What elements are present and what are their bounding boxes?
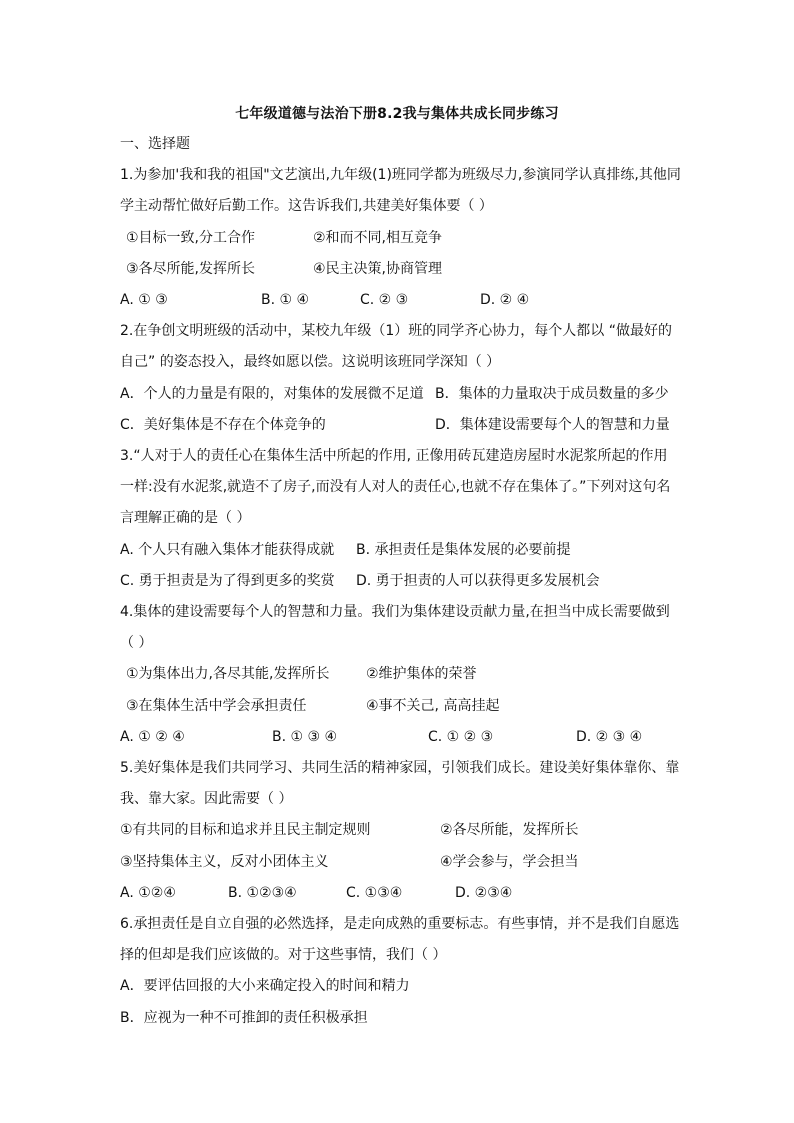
question-4-option-d: D. ② ③ ④ (576, 729, 643, 745)
question-2-option-b: B．集体的力量取决于成员数量的多少 (435, 386, 669, 402)
question-2-line-1: 2.在争创文明班级的活动中，某校九年级（1）班的同学齐心协力，每个人都以 “做最好的 (120, 323, 672, 339)
question-1-statement-1: ①目标一致,分工合作 (126, 230, 256, 246)
question-2-line-2: 自己” 的姿态投入，最终如愿以偿。这说明该班同学深知（ ） (120, 354, 501, 370)
question-4-line-1: 4.集体的建设需要每个人的智慧和力量。我们为集体建设贡献力量,在担当中成长需要做到 (120, 604, 670, 620)
question-6-option-b: B．应视为一种不可推卸的责任积极承担 (120, 1010, 368, 1026)
section-heading: 一、选择题 (120, 136, 190, 152)
question-6-line-2: 择的但却是我们应该做的。对于这些事情，我们（ ） (120, 947, 447, 963)
question-6-option-a: A．要评估回报的大小来确定投入的时间和精力 (120, 978, 410, 994)
question-6-line-1: 6.承担责任是自立自强的必然选择，是走向成熟的重要标志。有些事情，并不是我们自愿选 (120, 916, 680, 932)
question-5-line-2: 我、靠大家。因此需要（ ） (120, 791, 293, 807)
question-3-option-b: B. 承担责任是集体发展的必要前提 (356, 542, 571, 558)
question-1-option-a: A. ① ③ (120, 292, 168, 308)
question-5-line-1: 5.美好集体是我们共同学习、共同生活的精神家园，引领我们成长。建设美好集体靠你、靠 (120, 760, 680, 776)
question-3-line-2: 一样:没有水泥浆,就造不了房子,而没有人对人的责任心,也就不存在集体了。”下列对这句名 (120, 479, 671, 495)
question-1-option-b: B. ① ④ (261, 292, 310, 308)
question-3-line-1: 3.“人对于人的责任心在集体生活中所起的作用, 正像用砖瓦建造房屋时水泥浆所起的作用 (120, 448, 668, 464)
question-4-option-a: A. ① ② ④ (120, 729, 185, 745)
question-3-option-d: D. 勇于担责的人可以获得更多发展机会 (356, 573, 600, 589)
question-1-option-c: C. ② ③ (360, 292, 409, 308)
question-5-option-b: B. ①②③④ (228, 885, 297, 901)
question-3-option-a: A. 个人只有融入集体才能获得成就 (120, 542, 335, 558)
question-4-statement-1: ①为集体出力,各尽其能,发挥所长 (126, 666, 330, 682)
question-1-line-2: 学主动帮忙做好后勤工作。这告诉我们,共建美好集体要（ ） (120, 198, 493, 214)
question-3-line-3: 言理解正确的是（ ） (120, 510, 251, 526)
question-4-statement-3: ③在集体生活中学会承担责任 (126, 698, 307, 714)
question-5-statement-2: ②各尽所能，发挥所长 (440, 822, 579, 838)
question-4-statement-2: ②维护集体的荣誉 (366, 666, 477, 682)
question-5-option-a: A. ①②④ (120, 885, 176, 901)
question-2-option-a: A．个人的力量是有限的，对集体的发展微不足道 (120, 386, 424, 402)
question-1-statement-2: ②和而不同,相互竞争 (313, 230, 443, 246)
question-5-statement-1: ①有共同的目标和追求并且民主制定规则 (120, 822, 371, 838)
question-1-statement-3: ③各尽所能,发挥所长 (126, 261, 256, 277)
question-5-statement-3: ③坚持集体主义，反对小团体主义 (120, 854, 329, 870)
question-4-line-2: （ ） (120, 635, 153, 651)
question-4-option-b: B. ① ③ ④ (272, 729, 338, 745)
question-1-line-1: 1.为参加'我和我的祖国"文艺演出,九年级(1)班同学都为班级尽力,参演同学认真排练,其他同 (120, 167, 681, 183)
question-2-option-c: C．美好集体是不存在个体竞争的 (120, 417, 326, 433)
question-5-statement-4: ④学会参与，学会担当 (440, 854, 579, 870)
question-4-option-c: C. ① ② ③ (428, 729, 494, 745)
document-title: 七年级道德与法治下册8.2我与集体共成长同步练习 (235, 106, 559, 122)
question-3-option-c: C. 勇于担责是为了得到更多的奖赏 (120, 573, 335, 589)
question-5-option-c: C. ①③④ (346, 885, 403, 901)
question-1-statement-4: ④民主决策,协商管理 (313, 261, 443, 277)
question-1-option-d: D. ② ④ (480, 292, 530, 308)
question-5-option-d: D. ②③④ (455, 885, 513, 901)
question-2-option-d: D．集体建设需要每个人的智慧和力量 (435, 417, 670, 433)
question-4-statement-4: ④事不关己, 高高挂起 (366, 698, 500, 714)
